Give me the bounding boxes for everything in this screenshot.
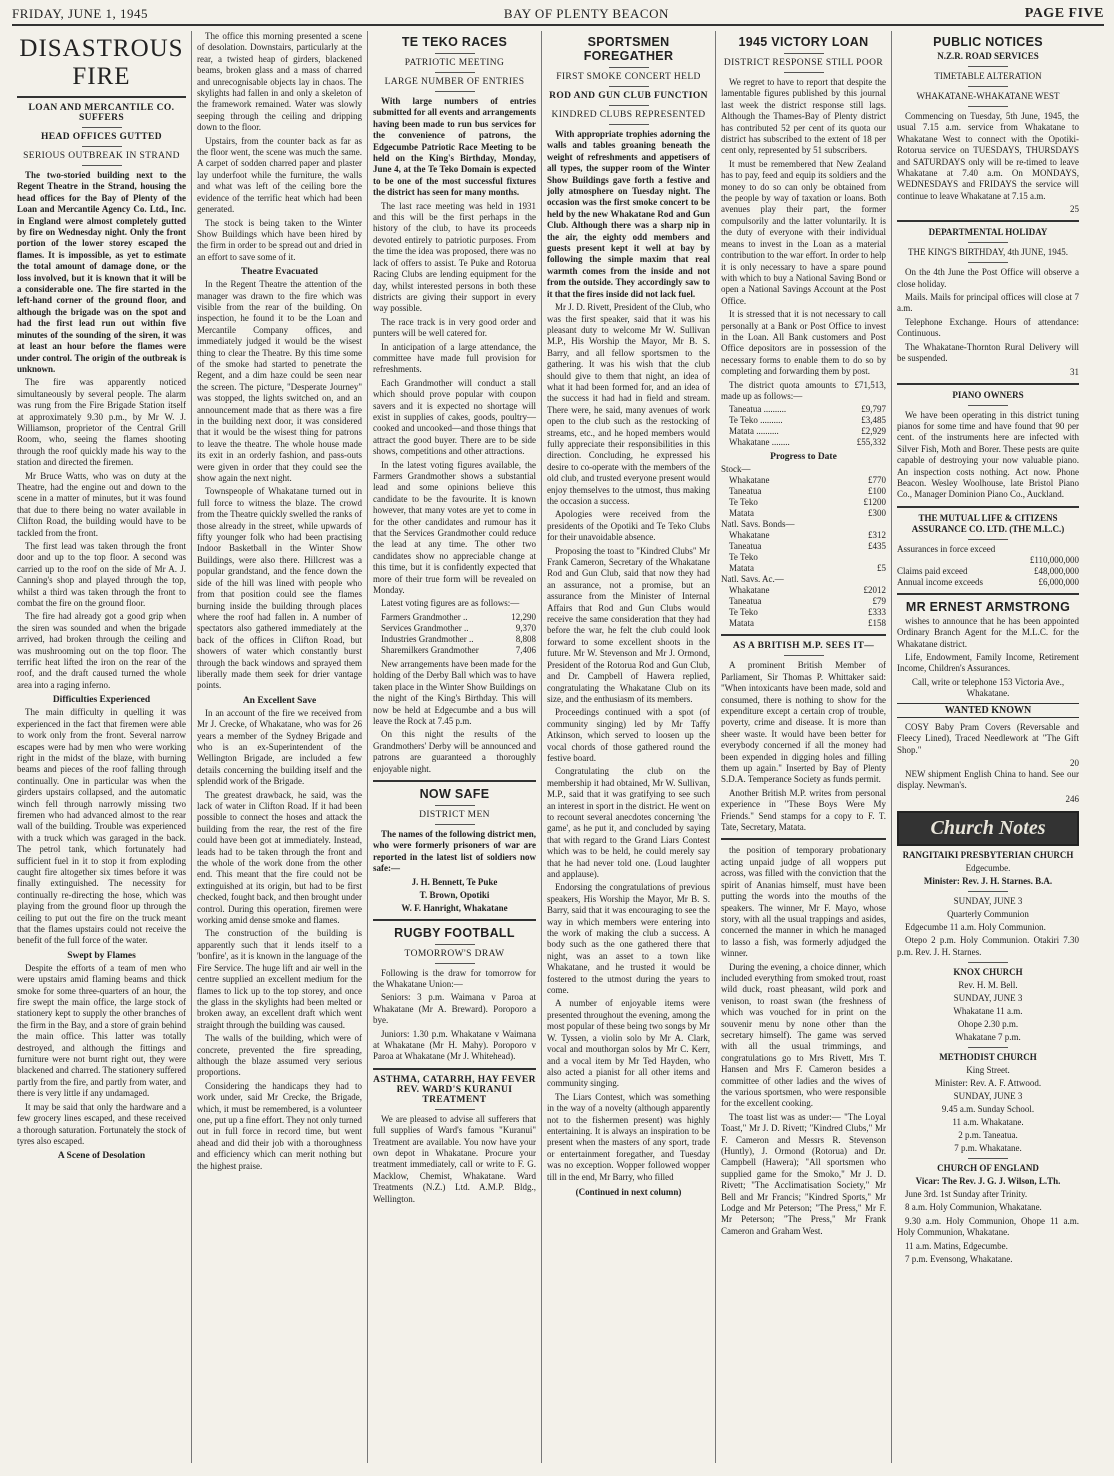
fire-para: The first lead was taken through the front door and up to the top floor. A second was carried up to the roof on the side of Mr A. J. Canning's shop and played through the top, whilst a third was taken through the front to combat the fire on the ground floor. [17,541,186,609]
notice-number: 246 [1065,793,1079,804]
progress-label: Te Teko [729,607,758,618]
races-para: On this night the results of the Grandmothers' Derby will be announced and patrons are guaranteed a thoroughly enjoyable night. [373,729,536,774]
progress-row [721,541,886,552]
mp-headline: AS A BRITISH M.P. SEES IT— [732,641,875,652]
church-location: Edgecumbe. [965,862,1011,873]
column-victory-loan [716,31,892,1463]
asthma-para: We are pleased to advise all sufferers that full supplies of Ward's famous "Kuranui" Treatment are available. You now have your own depot in Whakatane. Procure your treatment immediately, call or write to F. G. Macklow, Chemist, Whakatane. Ward Treatments (N.Z.) Ltd. A.M.P. Bldg., Wellington. [373,1113,536,1204]
fire-para: In an account of the fire we received from Mr J. Crecke, of Whakatane, who was for 26 years a member of the Sydney Brigade and who is an ex-Superintendent of the Wellington Brigade, are included a few details concerning the building itself and the splendid work of the Brigade. [197,707,362,787]
fire-crosshead: An Excellent Save [242,695,317,706]
progress-label: Matata [729,618,754,629]
notice-number-row [897,204,1079,215]
asthma-headline: ASTHMA, CATARRH, HAY FEVER REV. WARD'S KURANUI TREATMENT [373,1074,536,1105]
fire-lead: The two-storied building next to the Regent Theatre in the Strand, housing the head offices for the Bay of Plenty of the Loan and Mercantile Agency Co. Ltd., Inc. in England were almost completely gutted by fire on Wednesday night. Only the front portion of the lower storey escaped the flames. It is impossible, as yet to estimate the total amount of damage done, or the loss involved, but it is known that it will be a considerable one. The fire started in the left-hand corner of the ground floor, and although the brigade was on the spot and had the first lead run out within five minutes of the sounding of the siren, it was at least an hour before the flames were under control. The origin of the outbreak is unknown. [17,170,186,374]
service-line: Otepo 2 p.m. Holy Communion. Otakiri 7.30 p.m. Rev. J. H. Starnes. [897,935,1079,957]
sports-para: The Liars Contest, which was something in the way of a novelty (although apparently not to the fishermen present) was highly entertaining. It is always an inspiration to be present when the masters of any sport, trade or entertainment foregather, and Tuesday was no exception. Wopper followed wopper till in the end, Mr Barry, who filled [547,1091,710,1182]
quota-value: £2,929 [861,426,886,437]
progress-heading: Progress to Date [770,452,837,463]
progress-value: £300 [868,508,886,519]
mlc-heading: THE MUTUAL LIFE & CITIZENS ASSURANCE CO. LTD. (THE M.L.C.) [911,512,1065,534]
progress-label: Te Teko [729,552,758,563]
progress-row [721,486,886,497]
service-date: SUNDAY, JUNE 3 [953,993,1023,1004]
column-notices [892,31,1084,1463]
service-line: June 3rd. 1st Sunday after Trinity. [905,1189,1028,1200]
notice-para: COSY Baby Pram Covers (Reversable and Fleecy Lined), Traced Needlework at "The Gift Shop." [897,721,1079,755]
progress-row [721,464,886,475]
quota-label: Matata .......... [729,426,779,437]
column-races [368,31,542,1463]
kings-birthday: THE KING'S BIRTHDAY, 4th JUNE, 1945. [907,247,1069,258]
fire-para: The main difficulty in quelling it was experienced in the fact that firemen were able to work only from the front. Several narrow escapes were had by men who were working right in the midst of the blaze, with burning beams and pieces of the roof falling through continually. One in particular was when the girders upstairs collapsed, and the automatic winch fell through narrowly missing two firemen who had advanced almost to the rear wall of the building. Trouble was experienced with a truck which was garaged in the back. The petrol tank, which fortunately had sufficient fuel in it to stop it from exploding caught fire altogether six times before it was finally extinguished. The necessity for continually re-directing the hose, which was playing from the ground floor up through the ceiling to put out the fire on the truck meant that the flames upstairs could not receive the benefit of the full force of the water. [17,707,186,946]
races-para: The race track is in very good order and punters will be well catered for. [373,316,536,339]
continued-note: (Continued in next column) [575,1186,682,1197]
assurance-row [897,555,1079,566]
races-headline: TE TEKO RACES [401,35,508,49]
fire-para: It may be said that only the hardware and a few grocery lines escaped, and these received a thorough saturation. Fortunately the stock of tyres also escaped. [17,1101,186,1146]
progress-value: £312 [868,530,886,541]
piano-heading: PIANO OWNERS [952,389,1024,400]
service-note: Quarterly Communion [947,908,1029,919]
safe-name: T. Brown, Opotiki [419,889,490,900]
loan-para: It is stressed that it is not necessary to call personally at a Bank or Post Office to invest in the Loan. All Bank customers and Post Office depositors are in possession of the necessary forms to enable them to do so by completing and forwarding them by post. [721,309,886,377]
service-date: SUNDAY, JUNE 3 [953,1091,1023,1102]
progress-label: Taneatua [729,486,762,497]
notice-number: 31 [1070,366,1079,377]
sports-cont-para: The toast list was as under:— "The Loyal Toast," Mr J. D. Rivett; "Kindred Clubs," Mr F. Cameron and Messrs R. Stevenson (Huntly), J. Ormond (Rotorua) and Dr. Campbell (Hawera); "All sportsmen who supplied game for the Smoko," Mr J. D. Rivett; "The Acclimatisation Society," Mr Bell and Mr Francis; "Kindred Sports," Mr Lodge and Mr Peterson; "The Press," Mr F. Mr Peterson; "The Press," Mr Frank Cameron and Graham West. [721,1111,886,1236]
progress-label: Whakatane [729,475,770,486]
fire-para: Townspeople of Whakatane turned out in full force to witness the blaze. The crowd from the Theatre quickly swelled the ranks of those already in the street, while upwards of fifty younger folk who had been practising Indoor Basketball in the Winter Show Buildings, were also there. Hillcrest was a popular grandstand, and the fence down the side of the hill was lined with people who from that position could see the flames burning inside the building through places where the roof had fallen in. A number of spectators also gathered immediately at the back of the offices in Clifton Road, but showers of water which constantly burst through the back windows and sprayed them liberally made them seek for drier vantage points. [197,486,362,691]
progress-label: Te Teko [729,497,758,508]
progress-label: Natl. Savs. Bonds— [721,519,795,530]
vote-row [373,623,536,634]
progress-label: Natl. Savs. Ac.— [721,574,784,585]
progress-value: £1200 [863,497,886,508]
quota-value: £9,797 [861,404,886,415]
service-line: 9.45 a.m. Sunday School. [941,1104,1035,1115]
rugby-subhead: TOMORROW'S DRAW [404,948,505,959]
church-location: King Street. [966,1065,1010,1076]
fire-para: The construction of the building is apparently such that it lends itself to a 'bonfire', as it is known in the language of the Fire Service. The huge lift and air well in the centre supplied an excellent medium for the flames to lick up to the top storey, and once the glass in the skylights had been melted or broken away, an excellent draft which went straight through the building was caused. [197,928,362,1030]
service-line: 11 a.m. Whakatane. [952,1117,1024,1128]
timetable-heading: TIMETABLE ALTERATION [934,71,1042,81]
sports-para: A number of enjoyable items were presented throughout the evening, among the most popular of these being two songs by Mr W. Tyssen, a violin solo by Mr A. Clark, vocal and mouthorgan solos by Mr C. Kerr, and a vocal item by Mr Ted Hayden, who also acted a pianist for all other items and community singing. [547,998,710,1089]
fire-crosshead: A Scene of Desolation [57,1151,146,1162]
fire-para: The greatest drawback, he said, was the lack of water in Clifton Road. If it had been possible to connect the hoses and attack the building from the rear, the rest of the fire could have been got at immediately. Instead, leads had to be taken through the front and the whole of the work done from the other end. This meant that the fire could not be extinguished at its origin, but had to be first checked, fought back, and then brought under control. During this operation, firemen were working amid dense smoke and flames. [197,789,362,926]
service-date: SUNDAY, JUNE 3 [953,895,1023,906]
safe-subhead: DISTRICT MEN [419,809,490,820]
rugby-para: Following is the draw for tomorrow for the Whakatane Union:— [373,967,536,989]
fire-subhead-3: SERIOUS OUTBREAK IN STRAND [23,151,180,161]
service-line: Ohope 2.30 p.m. [957,1019,1019,1030]
sports-para: Proceedings continued with a spot (of community singing) led by Mr Taffy Atkinson, which served to loosen up the vocal chords of those gathered round the festive board. [547,707,710,763]
races-para: In anticipation of a large attendance, the committee have made full provision for refreshments. [373,341,536,375]
quota-value: £55,332 [856,437,886,448]
quota-row [721,426,886,437]
progress-value: £5 [877,563,886,574]
service-line: 2 p.m. Taneatua. [958,1130,1018,1141]
races-subhead-1: PATRIOTIC MEETING [404,58,505,68]
fire-para: The office this morning presented a scene of desolation. Downstairs, particularly at the rear, a twisted heap of girders, blackened beams, broken glass and a mass of charred and unrecognisable objects lay in chaos. The skylights had fallen in and only a skeleton of the framework remained. Water was slowly seeping through the ceiling and dripping down to the floor. [197,31,362,133]
progress-row [721,574,886,585]
vote-row [373,612,536,623]
races-para: New arrangements have been made for the holding of the Derby Ball which was to have taken place in the Winter Show Buildings on the night of the King's Birthday. This will now be held at Edgecumbe and a bus will leave the Rock at 7.45 p.m. [373,658,536,726]
fire-crosshead: Swept by Flames [67,950,136,961]
progress-value: £2012 [863,585,886,596]
sports-para: Proposing the toast to "Kindred Clubs" Mr Frank Cameron, Secretary of the Whakatane Rod and Gun Club, said that now they had an assurance, not a promise, but an assurance from the Minister of Internal Affairs that Rod and Gun Clubs would receive the same consideration that they had before the war, he felt the club could look forward to some excellent shoots in the future. Mr W. Stevenson and Mr J. Ormond, President of the Rotorua Rod and Gun Club, and Dr. Campbell of Hawera replied, congratulating the Whakatane Club on its size, and the enthusiasm of its members. [547,545,710,704]
service-line: Edgecumbe 11 a.m. Holy Communion. [905,921,1046,932]
vote-label: Farmers Grandmother .. [381,611,468,622]
notice-number-row [897,367,1079,378]
loan-para: We regret to have to report that despite the lamentable figures published by this journal last week the district response still lags. Although the Thames-Bay of Plenty district has contributed 52 per cent of its quota our district has subscribed to the extent of 18 per cent only, represented by 51 subscribers. [721,77,886,156]
sports-subhead-3: KINDRED CLUBS REPRESENTED [551,110,706,120]
church-name: CHURCH OF ENGLAND [937,1163,1039,1174]
vote-value: 9,370 [515,622,536,633]
nzr-heading: N.Z.R. ROAD SERVICES [937,51,1039,61]
loan-para: The district quota amounts to £71,513, made up as follows:— [721,379,886,401]
safe-para: The names of the following district men, who were formerly prisoners of war are reported in the latest list of soldiers now safe:— [373,828,536,874]
mp-para: A prominent British Member of Parliament, Sir Thomas P. Whittaker said: "When intoxicants have been made, sold and consumed, there is nothing to show for the expenditure except a certain crop of trouble, poverty, crime and disease. It is more than sheer waste. It would have been better for everybody concerned if all the money had been expended in digging holes and filling them up again." Inserted by Bay of Plenty S.D.A. Temperance Society as funds permit. [721,660,886,785]
quota-row [721,437,886,448]
sports-cont-para: the position of temporary probationary acting unpaid judge of all woppers put across, was filled with the conviction that the spirit of Ananias himself, must have been putting the words into the mouths of the speakers. The winner, Mr F. Mayo, whose story, with all the usual trappings and asides, concerned the manner in which he managed to lasso a fish, was formerly adjudged the winner. [721,845,886,959]
service-line: Whakatane 7 p.m. [955,1032,1021,1043]
masthead [12,6,1104,26]
fire-para: The stock is being taken to the Winter Show Buildings which have been hired by the firm in order to be spread out and dried in an effort to save some of it. [197,217,362,262]
fire-subhead-1: LOAN AND MERCANTILE CO. SUFFERS [28,103,175,123]
rugby-para: Seniors: 3 p.m. Waimana v Paroa at Whakatane (Mr A. Breward). Poroporo a bye. [373,992,536,1026]
service-line: 8 a.m. Holy Communion, Whakatane. [905,1202,1042,1213]
notices-headline: PUBLIC NOTICES [933,35,1043,49]
assurance-label: Assurances in force exceed [897,543,996,554]
service-line: 7 p.m. Evensong, Whakatane. [905,1254,1013,1265]
fire-para: Despite the efforts of a team of men who were upstairs amid flaming beams and thick smoke for some three-quarters of an hour, the fire swept the main office, the large stock of stationery kept to supply the other branches of the firm in the Bay, and a store of grain behind the main office. This latter was totally destroyed, and although the fittings and furniture were not burnt right out, they were blackened and charred. The stationery suffered partly from the fire, and partly from water, and there is very little if any undamaged. [17,962,186,1099]
quota-label: Taneatua .......... [729,404,787,415]
progress-label: Matata [729,563,754,574]
sports-para: Mr J. D. Rivett, President of the Club, who was the first speaker, said that it was his pleasant duty to welcome Mr W. Sullivan M.P., His Worship the Mayor, Mr B. S. Barry, and all fellow sportsmen to the gathering. It was his wish that the club should give to them that night, an idea of what it had been formed for, and an idea of the success it had had in field and stream. There were, he said, many avenues of work open to the club such as the restocking of streams, etc., and he hoped members would fully appreciate their responsibilities in this direction. Concluding, he expressed his desire to co-operate with the members of the old club, and trusted everyone present would enjoy themselves to the utmost, thus making the occasion a success. [547,302,710,506]
sports-lead: With appropriate trophies adorning the walls and tables groaning beneath the weight of refreshments and appetisers of all types, the supper room of the Winter Show Buildings gave forth a festive and jolly atmosphere on Tuesday night. The occasion was the first smoke concert to be held by the new Whakatane Rod and Gun Club. Although there was a sharp nip in the air, the eighty odd members and guests present kept it well at bay by following the simple maxim that real warmth comes from the inside and not from the outside. They accordingly saw to it that the fires inside did not lack fuel. [547,129,710,299]
notice-para: The Whakatane-Thornton Rural Delivery will be suspended. [897,341,1079,364]
quota-row [721,404,886,415]
progress-row [721,497,886,508]
service-line: Whakatane 11 a.m. [953,1006,1023,1017]
vote-value: 7,406 [515,644,536,655]
races-para: Latest voting figures are as follows:— [381,598,520,609]
sports-headline: SPORTSMEN FOREGATHER [583,35,674,63]
notice-para: NEW shipment English China to hand. See our display. Newman's. [897,769,1079,791]
route-heading: WHAKATANE-WHAKATANE WEST [916,91,1060,101]
vote-label: Industries Grandmother .. [381,633,474,644]
fire-para: Mr Bruce Watts, who was on duty at the Theatre, had the engine out and down to the scene in a matter of minutes, but it was found that due to there being no water available in Clifton Road, the building would have to be tackled from the front. [17,470,186,538]
progress-value: £100 [868,486,886,497]
races-para: In the latest voting figures available, the Farmers Grandmother shows a substantial lead and some opinions believe this candidate to be the favourite. It is known however, that many votes are yet to come in for the other candidates and rumour has it that the Services Grandmother could reduce the lead at any time. The other two candidates show no appreciable change at this time, but it is confidently expected that more of their true form will be revealed on Monday. [373,459,536,596]
progress-value: £435 [868,541,886,552]
races-para: The last race meeting was held in 1931 and this will be the first perhaps in the history of the club, to have its proceeds devoted entirely to patriotic purposes. From the time the idea was proposed, there was no lack of offers to assist. Te Puke and Rotorua Racing Clubs are lending equipment for the day, whilst interested persons in both these districts are giving their support in every way possible. [373,200,536,314]
church-minister: Minister: Rev. J. H. Starnes. B.A. [923,875,1053,886]
progress-row [721,519,886,530]
loan-subhead: DISTRICT RESPONSE STILL POOR [723,58,884,68]
church-minister: Vicar: The Rev. J. G. J. Wilson, L.Th. [915,1176,1061,1187]
assurance-value: £110,000,000 [1029,554,1079,565]
church-minister: Rev. H. M. Bell. [958,980,1018,991]
races-para: Each Grandmother will conduct a stall which should prove popular with coupon savers and it is expected no shortage will exist in supplies of cakes, goods, poultry—cooked and uncooked—and those things that attract the good buyer. There are to be side shows, competitions and other attractions. [373,377,536,457]
assurance-row [897,544,1079,555]
fire-headline: DISASTROUS FIRE [19,35,184,90]
issue-date: FRIDAY, JUNE 1, 1945 [12,6,149,21]
safe-name: J. H. Bennett, Te Puke [411,876,498,887]
notice-number: 25 [1070,204,1079,215]
rugby-para: Juniors: 1.30 p.m. Whakatane v Waimana at Whakatane (Mr H. Mahy). Poroporo v Paroa at Whakatane (Mr J. Whitehead). [373,1028,536,1062]
sports-para: Congratulating the club on the membership it had obtained, Mr W. Sullivan, M.P., said that it was gratifying to see such an interest in sport in the district. He went on to recount several anecdotes concerning 'the game', as he put it, and concluded by saying that with regard to the Grand Liars Contest which was to be held, he could merely say that he had never told one. (Loud laughter and applause). [547,766,710,879]
progress-list [721,464,886,629]
assurance-value: £48,000,000 [1034,565,1079,576]
service-line: 7 p.m. Whakatane. [954,1143,1022,1154]
safe-headline: NOW SAFE [419,786,490,801]
loan-para: It must be remembered that New Zealand has to pay, feed and equip its soldiers and the money to do so can only be obtained from the people by way of taxation or loans. Both avenues play their part, the former compulsorily and the latter voluntarily. It is the duty of everyone with their individual means to invest in the Loan as a material contribution to the war effort. In order to help it is only necessary to have a spare pound with which to buy a National Saving Bond or open a National Savings Account at the Post Office. [721,158,886,306]
service-line: 9.30 a.m. Holy Communion, Ohope 11 a.m. Holy Communion, Whakatane. [897,1215,1079,1238]
progress-value: £158 [868,618,886,629]
holiday-heading: DEPARTMENTAL HOLIDAY [928,227,1048,238]
fire-para: The fire had already got a good grip when the siren was sounded and when the brigade arrived, had broken through the ceiling and was mushrooming out on the top floor. The terrific heat lifted the iron on the rear of the roof, and the draft caused turned the whole area into a raging inferno. [17,611,186,690]
church-name: METHODIST CHURCH [939,1052,1037,1063]
church-notes-banner: Church Notes [897,811,1079,846]
notice-para: On the 4th June the Post Office will observe a close holiday. [897,267,1079,289]
quota-list [721,404,886,448]
column-fire [12,31,192,1463]
church-minister: Minister: Rev. A. F. Attwood. [934,1078,1042,1089]
progress-label: Matata [729,508,754,519]
page-number: PAGE FIVE [1024,6,1104,21]
sports-subhead-2: ROD AND GUN CLUB FUNCTION [549,91,708,101]
races-subhead-2: LARGE NUMBER OF ENTRIES [384,77,525,87]
rugby-headline: RUGBY FOOTBALL [394,925,515,940]
progress-label: Stock— [721,464,751,475]
notice-number-row [897,794,1079,805]
voting-list [373,612,536,656]
safe-name: W. F. Hanright, Whakatane [401,902,508,913]
notice-para: Mails. Mails for principal offices will close at 7 a.m. [897,292,1079,314]
progress-value: £333 [868,607,886,618]
notice-para: Life, Endowment, Family Income, Retirement Income, Children's Assurances. [897,651,1079,674]
paper-name: BAY OF PLENTY BEACON [503,6,669,21]
progress-row [721,530,886,541]
columns [12,31,1104,1463]
fire-para: The fire was apparently noticed simultaneously by several people. The alarm was rung from the Fire Brigade Station itself at approximately 9.30 p.m., by Mr W. J. Williamson, proprietor of the Central Grill Room, who, seeing the flames shooting through the roof quickly made his way to the station and directed the firemen. [17,377,186,468]
progress-value: £79 [872,596,886,607]
sports-cont-para: During the evening, a choice dinner, which included everything from smoked trout, roast wild duck, roast pheasant, wild pork and venison, to roast swan (the freshness of which was vouched for in print on the souvenir menu by none other than the secretary himself). The game was served with all the usual trimmings, and congratulations go to Mrs Rivett, Mrs T. Hansen and Mrs F. Cameron besides a committee of other ladies and the wives of the various sportsmen, who were responsible for the excellent cooking. [721,961,886,1109]
progress-row [721,607,886,618]
progress-label: Taneatua [729,541,762,552]
progress-row [721,552,886,563]
assurance-value: £6,000,000 [1038,576,1079,587]
sports-para: Endorsing the congratulations of previous speakers, His Worship the Mayor, Mr B. S. Barry, said that it was encouraging to see the way in which members were entering into the work of making the club a success. A body such as the one gathered there that night, was an asset to a town like Whakatane, and he trusted it would be fostered to the utmost during the years to come. [547,882,710,996]
fire-para: Upstairs, from the counter back as far as the floor went, the scene was much the same. A carpet of sodden charred paper and plaster lay underfoot while the furniture, the walls and what was left of the ceiling bore the evidence of the terrific heat which had been generated. [197,135,362,215]
assurance-row [897,566,1079,577]
races-lead: With large numbers of entries submitted for all events and arrangements having been made to run bus services for the convenience of patrons, the Edgecumbe Patriotic Race Meeting to be held on the King's Birthday, Monday, June 4, at the Te Teko Domain is expected to be one of the most successful fixtures the district has seen for many months. [373,96,536,198]
progress-row [721,596,886,607]
notice-para: Telephone Exchange. Hours of attendance: Continuous. [897,316,1079,339]
progress-value: £770 [868,475,886,486]
quota-row [721,415,886,426]
sports-para: Apologies were received from the presidents of the Opotiki and Te Teko Clubs for their unavoidable absence. [547,509,710,543]
notice-number-row [897,758,1079,769]
fire-subhead-2: HEAD OFFICES GUTTED [40,132,163,142]
quota-value: £3,485 [861,415,886,426]
loan-headline: 1945 VICTORY LOAN [738,35,869,49]
church-name: KNOX CHURCH [953,967,1023,978]
progress-label: Whakatane [729,585,770,596]
notice-number: 20 [1070,758,1079,768]
assurance-row [897,577,1079,588]
fire-para: The walls of the building, which were of concrete, prevented the fire spreading, although the blaze assumed very serious proportions. [197,1033,362,1078]
armstrong-heading: MR ERNEST ARMSTRONG [905,599,1071,614]
column-sports [542,31,716,1463]
fire-para: Considering the handicaps they had to work under, said Mr Crecke, the Brigade, which, it must be remembered, is a volunteer one, put up a fine effort. They not only turned out in full force in record time, but went ahead and did their job with a thoroughness and efficiency which can merit nothing but the highest praise. [197,1080,362,1171]
progress-row [721,508,886,519]
vote-value: 12,290 [511,611,536,622]
vote-label: Sharemilkers Grandmother [381,644,479,655]
service-line: 11 a.m. Matins, Edgecumbe. [905,1240,1008,1251]
notice-para: Commencing on Tuesday, 5th June, 1945, the usual 7.15 a.m. service from Whakatane to Whakatane West to connect with the Opotiki-Rotorua service on TUESDAYS, THURSDAYS and SATURDAYS only will be re-timed to leave Whakatane at 7.40 a.m. On MONDAYS, WEDNESDAYS and FRIDAYS the service will continue to leave Whakatane at 7.15 a.m. [897,111,1079,201]
fire-crosshead: Difficulties Experienced [52,695,151,706]
fire-para: In the Regent Theatre the attention of the manager was drawn to the fire which was visible from the rear of the building. On inspection, he found it to be the Loan and Mercantile Company offices, and immediately judged it would be the wisest thing to clear the Theatre. By this time some of the smoke had started to penetrate the Regent, and a dim haze could be seen near the screen. The picture, "Desperate Journey" was stopped, the lights switched on, and an announcement made that as there was a fire in the building next door, it was considered that it would be the wisest thing for patrons to leave the theatre. The whole house made its exit in an orderly fashion, and pass-outs were given in order that they could see the show again the next night. [197,279,362,484]
vote-label: Services Grandmother .. [381,622,469,633]
notice-para: We have been operating in this district tuning pianos for some time and have found that 90 per cent. of the instruments here are infected with Silver Fish, Moth and Borer. These pests are quite capable of destroying your now valuable piano. An inspection costs nothing. Act now. Phone Beacon. Wesley Woolhouse, late Bristol Piano Co., Manager Dominion Piano Co., Auckland. [897,409,1079,500]
vote-value: 8,808 [515,633,536,644]
progress-label: Whakatane [729,530,770,541]
progress-row [721,563,886,574]
church-name: RANGITAIKI PRESBYTERIAN CHURCH [902,849,1074,860]
quota-label: Te Teko .......... [729,415,783,426]
assurance-label: Annual income exceeds [897,576,983,587]
progress-label: Taneatua [729,596,762,607]
column-fire-cont [192,31,368,1463]
notice-contact: Call, write or telephone 153 Victoria Ave., Whakatane. [911,676,1065,698]
progress-row [721,475,886,486]
fire-crosshead: Theatre Evacuated [240,267,319,278]
progress-row [721,585,886,596]
notice-para: wishes to announce that he has been appointed Ordinary Branch Agent for the M.L.C. for the Whakatane district. [897,615,1079,649]
vote-row [373,645,536,656]
quota-label: Whakatane ........ [729,437,790,448]
vote-row [373,634,536,645]
mp-para: Another British M.P. writes from personal experience in "These Boys Were My Friends." Send stamps for a copy to F. T. Tate, Secretary, Matata. [721,787,886,833]
progress-row [721,618,886,629]
wanted-heading: WANTED KNOWN [897,703,1079,718]
sports-subhead-1: FIRST SMOKE CONCERT HELD [556,72,701,82]
assurance-label: Claims paid exceed [897,565,968,576]
